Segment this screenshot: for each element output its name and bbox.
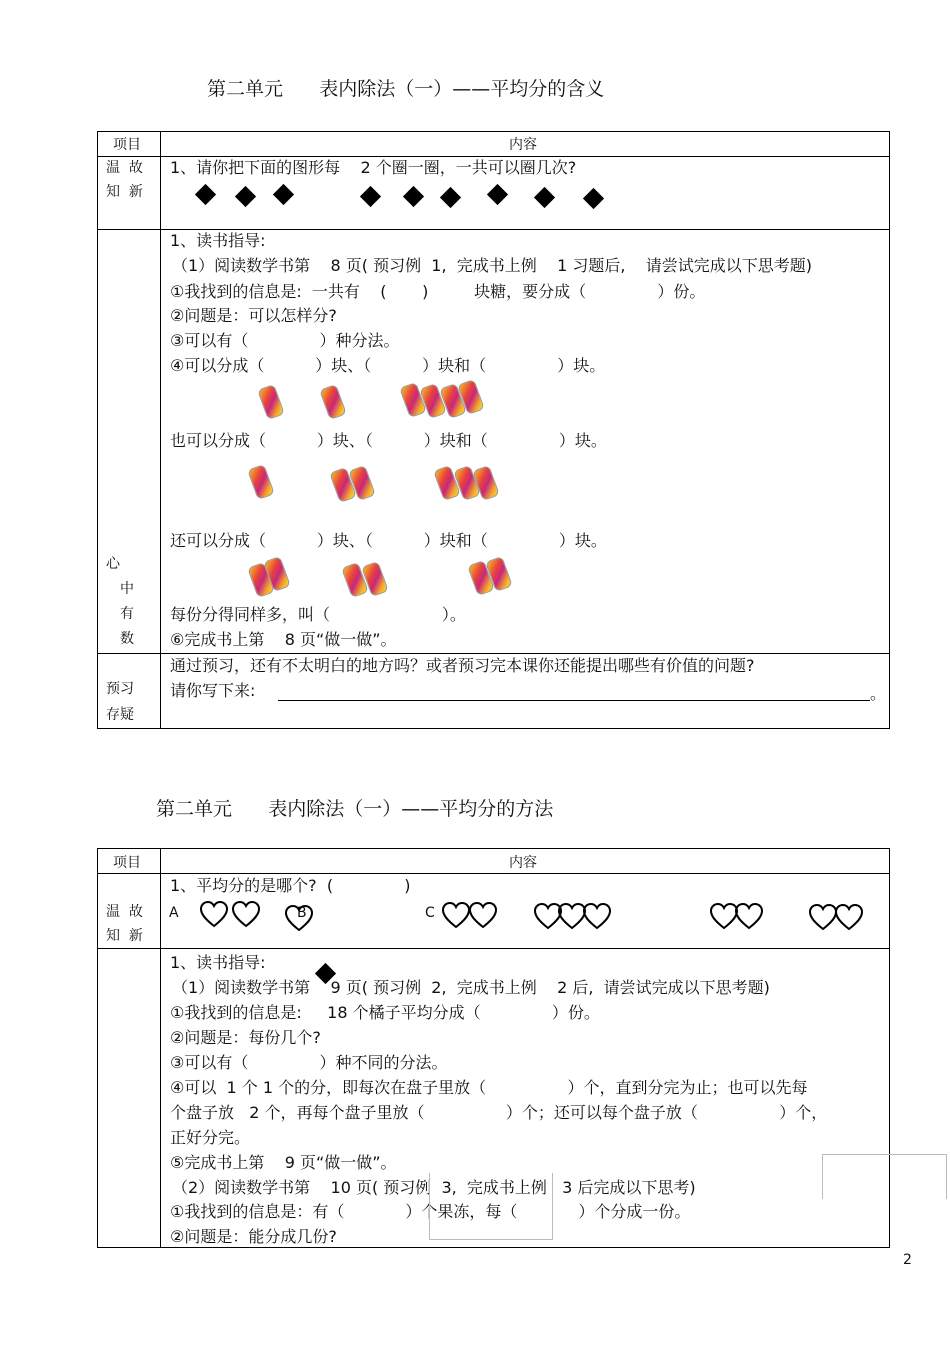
study-label-char: 中 [120,581,134,597]
study-line: 每份分得同样多，叫（ ）。 [170,605,466,624]
table1-header-content: 内容 [509,137,537,153]
study-line: ⑤完成书上第 9 页“做一做”。 [170,1153,397,1172]
option-c: C [425,905,435,921]
study-line: ④可以 1 个 1 个的分，即每次在盘子里放（ ）个，直到分完为止；也可以先每 [170,1078,808,1097]
section1-title: 第二单元 表内除法（一）——平均分的含义 [207,78,605,100]
heart-icon [535,904,561,928]
study-line: ③可以有（ ）种分法。 [170,331,400,350]
study-line: （1）阅读数学书第 9 页( 预习例 2, 完成书上例 2 后, 请尝试完成以下思考题) [172,978,770,997]
study-label-char: 心 [106,556,120,572]
study-label-char: 有 [120,606,134,622]
table2-header-content: 内容 [509,855,537,871]
heart-icon [836,905,862,929]
heart-icon [201,902,227,926]
review-label-2: 知 新 [106,184,143,200]
study-line: ③可以有（ ）种不同的分法。 [170,1053,448,1072]
page-number: 2 [903,1252,912,1268]
study-line: ①我找到的信息是：有（ ）个果冻，每（ ）个分成一份。 [170,1202,691,1221]
option-b: B [297,905,307,921]
doubt-label-2: 存疑 [106,707,134,723]
heart-icon [584,904,610,928]
study-line: 个盘子放 2 个，再每个盘子里放（ ）个；还可以每个盘子放（ ）个， [170,1103,828,1122]
study-line: 还可以分成（ ）块、（ ）块和（ ）块。 [170,531,607,550]
study-line: （2）阅读数学书第 10 页( 预习例 3, 完成书上例 3 后完成以下思考) [172,1178,696,1197]
review-question: 1、请你把下面的图形每 2 个圈一圈，一共可以圈几次? [170,158,577,177]
doubt-line-1: 通过预习，还有不太明白的地方吗？或者预习完本课你还能提出哪些有价值的问题? [170,656,755,675]
study-line: ①我找到的信息是: 一共有 ( ) 块糖，要分成（ ）份。 [170,282,706,301]
study-line: 正好分完。 [170,1128,251,1147]
overlay-box [822,1154,947,1199]
study-line: 也可以分成（ ）块、（ ）块和（ ）块。 [170,431,607,450]
table1-header-item: 项目 [113,137,141,153]
study-line: （1）阅读数学书第 8 页( 预习例 1, 完成书上例 1 习题后, 请尝试完成以下思考题) [172,256,813,275]
study-label-char: 数 [120,631,134,647]
study-line: ②问题是：每份几个? [170,1028,321,1047]
heart-icon [233,902,259,926]
heart-icon [470,903,496,927]
review-label-2: 知 新 [106,928,143,944]
study-line: ②问题是：能分成几份? [170,1227,337,1246]
study-line: ①我找到的信息是: 18 个橘子平均分成（ ）份。 [170,1003,600,1022]
section2-title: 第二单元 表内除法（一）——平均分的方法 [156,798,554,820]
review-question: 1、平均分的是哪个? ( ) [170,876,411,895]
study-line: 1、读书指导: [170,953,266,972]
option-a: A [169,905,179,921]
study-line: ②问题是：可以怎样分? [170,306,337,325]
study-line: ④可以分成（ ）块、（ ）块和（ ）块。 [170,356,606,375]
doubt-label-1: 预习 [106,681,134,697]
doubt-end: 。 [870,684,887,703]
study-line: ⑥完成书上第 8 页“做一做”。 [170,630,397,649]
heart-icon [286,906,312,930]
study-line: 1、读书指导: [170,231,266,250]
heart-icon [736,904,762,928]
heart-icon [711,904,737,928]
heart-icon [559,904,585,928]
doubt-line-2: 请你写下来: [170,681,256,700]
heart-icon [810,905,836,929]
overlay-box [429,1173,553,1240]
review-label-1: 温 故 [106,904,143,920]
heart-icon [443,903,469,927]
review-label-1: 温 故 [106,160,143,176]
table2-header-item: 项目 [113,855,141,871]
